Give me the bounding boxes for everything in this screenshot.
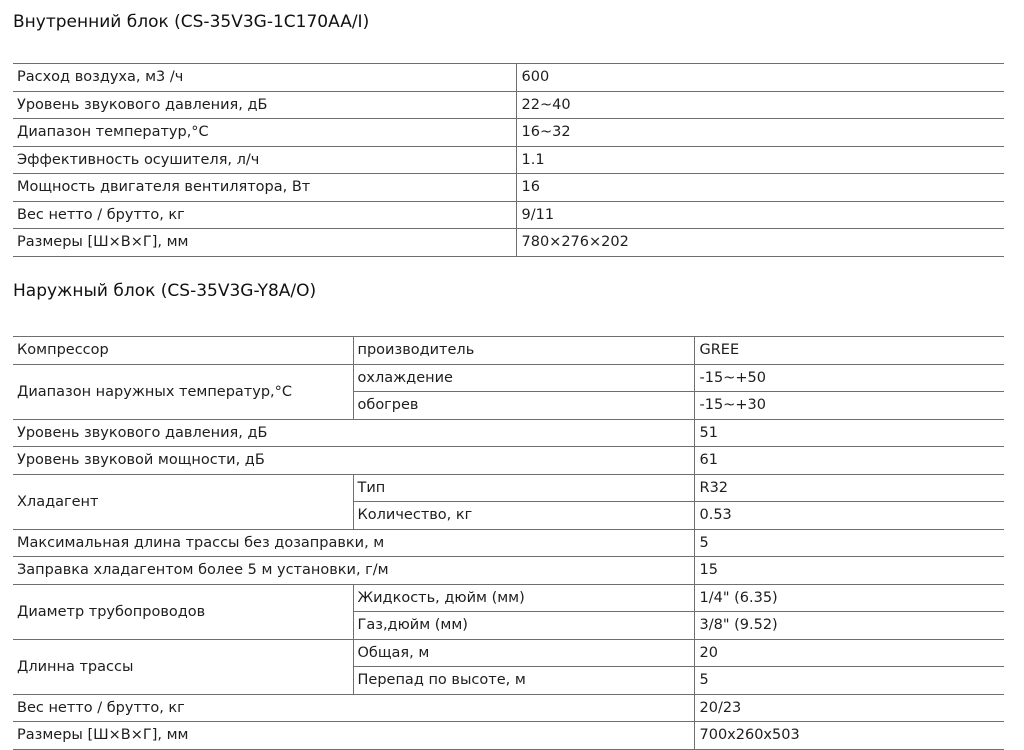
spec-sublabel: Перепад по высоте, м [353,667,694,695]
spec-label: Компрессор [13,337,353,365]
spec-value: 1/4" (6.35) [694,584,1004,612]
spec-label: Расход воздуха, м3 /ч [13,64,516,92]
spec-value: 9/11 [516,201,1004,229]
table-row [13,584,1004,612]
outdoor-spec-table [13,336,1004,750]
spec-sublabel: производитель [353,337,694,365]
spec-label: Уровень звукового давления, дБ [13,419,694,447]
spec-value: 16 [516,174,1004,202]
spec-sublabel: обогрев [353,392,694,420]
spec-label: Диапазон температур,°С [13,119,516,147]
spec-value: 700x260x503 [694,722,1004,750]
spec-sublabel: охлаждение [353,364,694,392]
table-row [13,364,1004,392]
table-row [13,337,1004,365]
table-row [13,447,1004,475]
spec-label: Вес нетто / брутто, кг [13,694,694,722]
spec-label: Хладагент [13,474,353,529]
spec-value: 16~32 [516,119,1004,147]
spec-value: 20/23 [694,694,1004,722]
spec-label: Эффективность осушителя, л/ч [13,146,516,174]
table-row [13,91,1004,119]
spec-value: 600 [516,64,1004,92]
spec-label: Уровень звукового давления, дБ [13,91,516,119]
spec-value: 780×276×202 [516,229,1004,257]
table-row [13,119,1004,147]
table-row [13,557,1004,585]
outdoor-unit-title: Наружный блок (CS-35V3G-Y8A/O) [13,281,317,301]
spec-label: Максимальная длина трассы без дозаправки, м [13,529,694,557]
spec-value: GREE [694,337,1004,365]
spec-value: R32 [694,474,1004,502]
spec-value: 22~40 [516,91,1004,119]
table-row [13,474,1004,502]
table-row [13,722,1004,750]
table-row [13,229,1004,257]
indoor-unit-title: Внутренний блок (CS-35V3G-1C170AA/I) [13,12,370,32]
spec-label: Заправка хладагентом более 5 м установки, г/м [13,557,694,585]
spec-sublabel: Количество, кг [353,502,694,530]
spec-value: 5 [694,667,1004,695]
spec-label: Мощность двигателя вентилятора, Вт [13,174,516,202]
table-row [13,694,1004,722]
spec-label: Размеры [Ш×В×Г], мм [13,722,694,750]
spec-value: 1.1 [516,146,1004,174]
spec-label: Вес нетто / брутто, кг [13,201,516,229]
table-row [13,639,1004,667]
table-row [13,64,1004,92]
spec-label: Размеры [Ш×В×Г], мм [13,229,516,257]
spec-label: Диапазон наружных температур,°С [13,364,353,419]
spec-sublabel: Общая, м [353,639,694,667]
table-row [13,146,1004,174]
spec-value: -15~+30 [694,392,1004,420]
spec-value: 3/8" (9.52) [694,612,1004,640]
spec-label: Длинна трассы [13,639,353,694]
spec-value: 61 [694,447,1004,475]
table-row [13,529,1004,557]
table-row [13,201,1004,229]
spec-label: Диаметр трубопроводов [13,584,353,639]
indoor-spec-table [13,63,1004,257]
table-row [13,174,1004,202]
spec-sublabel: Газ,дюйм (мм) [353,612,694,640]
spec-value: 0.53 [694,502,1004,530]
spec-value: 15 [694,557,1004,585]
spec-value: 5 [694,529,1004,557]
spec-value: -15~+50 [694,364,1004,392]
spec-sublabel: Тип [353,474,694,502]
table-row [13,419,1004,447]
spec-sublabel: Жидкость, дюйм (мм) [353,584,694,612]
spec-label: Уровень звуковой мощности, дБ [13,447,694,475]
spec-value: 51 [694,419,1004,447]
spec-value: 20 [694,639,1004,667]
